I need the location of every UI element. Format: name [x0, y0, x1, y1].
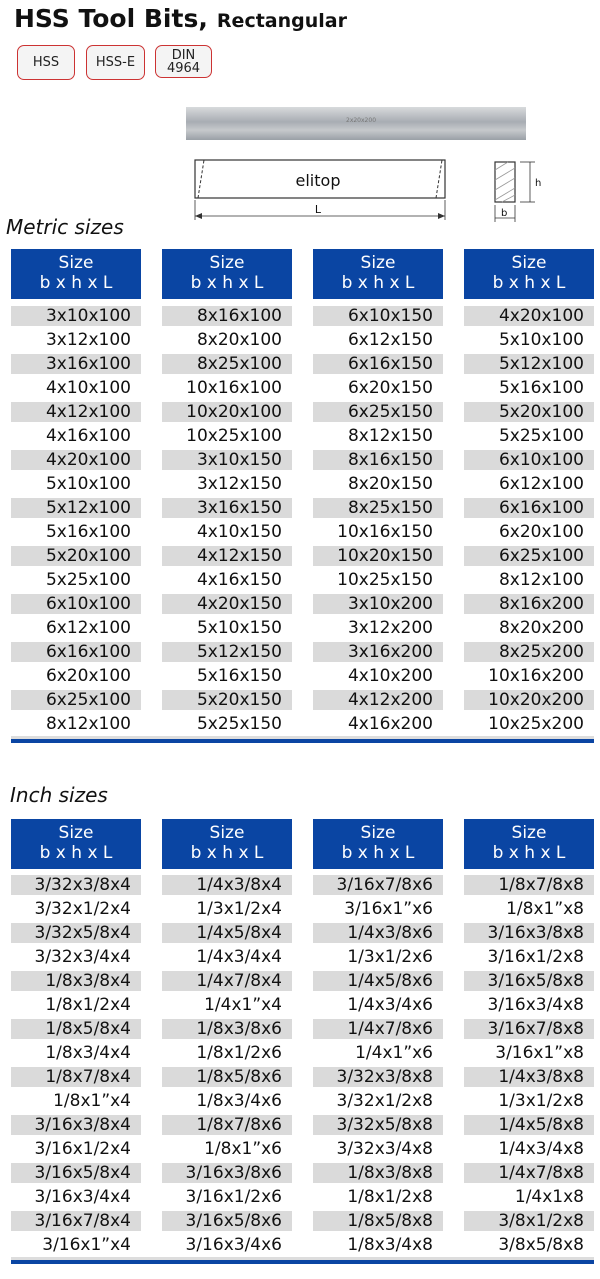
tool-bit-drawing — [190, 150, 550, 225]
size-cell: 1/4x7/8x8 — [464, 1163, 594, 1183]
size-cell: 3/32x5/8x8 — [313, 1115, 443, 1135]
size-cell: 5x16x100 — [11, 522, 141, 542]
size-cell: 3/16x1”x8 — [464, 1043, 594, 1063]
size-cell: 3x12x100 — [11, 330, 141, 350]
size-cell: 1/8x1/2x4 — [11, 995, 141, 1015]
table-row — [0, 592, 600, 616]
size-cell: 10x25x150 — [313, 570, 443, 590]
size-cell: 5x25x150 — [162, 714, 292, 734]
size-cell: 1/4x3/8x6 — [313, 923, 443, 943]
table-row — [0, 969, 600, 993]
table-row — [0, 376, 600, 400]
table-row — [0, 1065, 600, 1089]
table-row — [0, 1185, 600, 1209]
size-cell: 5x20x100 — [464, 402, 594, 422]
size-cell: 1/8x5/8x6 — [162, 1067, 292, 1087]
table-row — [0, 897, 600, 921]
size-cell: 1/4x5/8x4 — [162, 923, 292, 943]
size-cell: 3x10x100 — [11, 306, 141, 326]
size-cell: 4x12x200 — [313, 690, 443, 710]
size-cell: 6x12x100 — [11, 618, 141, 638]
header-line-dims: b x h x L — [39, 273, 113, 293]
size-cell: 8x20x100 — [162, 330, 292, 350]
size-cell: 6x25x100 — [11, 690, 141, 710]
size-cell: 5x10x100 — [11, 474, 141, 494]
height-label: h — [535, 178, 542, 189]
size-cell: 5x16x150 — [162, 666, 292, 686]
size-cell: 6x16x100 — [464, 498, 594, 518]
size-cell: 3/32x3/8x4 — [11, 875, 141, 895]
inch-heading: Inch sizes — [10, 783, 108, 807]
size-cell: 6x16x100 — [11, 642, 141, 662]
tool-bit-engraving: 2x20x200 — [346, 117, 377, 124]
header-line-dims: b x h x L — [39, 843, 113, 863]
size-cell: 3x16x100 — [11, 354, 141, 374]
size-cell: 1/4x7/8x4 — [162, 971, 292, 991]
table-row — [0, 640, 600, 664]
inch-col-header-3 — [464, 819, 594, 869]
header-line-dims: b x h x L — [190, 843, 264, 863]
size-cell: 3/16x1/2x4 — [11, 1139, 141, 1159]
size-cell: 8x25x150 — [313, 498, 443, 518]
size-cell: 10x16x200 — [464, 666, 594, 686]
table-row — [0, 945, 600, 969]
drawing-brand: elitop — [295, 171, 341, 190]
inch-col-header-1 — [162, 819, 292, 869]
size-cell: 6x12x100 — [464, 474, 594, 494]
size-cell: 3x10x150 — [162, 450, 292, 470]
inch-col-header-2 — [313, 819, 443, 869]
metric-col-header-0 — [11, 249, 141, 299]
table-row — [0, 664, 600, 688]
size-cell: 1/8x3/4x8 — [313, 1235, 443, 1255]
size-cell: 3/8x1/2x8 — [464, 1211, 594, 1231]
size-cell: 4x12x150 — [162, 546, 292, 566]
size-cell: 1/8x7/8x6 — [162, 1115, 292, 1135]
size-cell: 5x12x150 — [162, 642, 292, 662]
header-line-size: Size — [209, 823, 245, 843]
size-cell: 4x10x100 — [11, 378, 141, 398]
header-line-size: Size — [58, 823, 94, 843]
inch-col-header-0 — [11, 819, 141, 869]
size-cell: 3/32x3/8x8 — [313, 1067, 443, 1087]
size-cell: 3/16x3/4x4 — [11, 1187, 141, 1207]
size-cell: 3/32x1/2x8 — [313, 1091, 443, 1111]
size-cell: 4x10x200 — [313, 666, 443, 686]
size-cell: 10x25x100 — [162, 426, 292, 446]
table-row — [0, 1161, 600, 1185]
width-label: b — [501, 208, 508, 219]
size-cell: 1/8x7/8x4 — [11, 1067, 141, 1087]
table-row — [0, 1209, 600, 1233]
size-cell: 8x25x100 — [162, 354, 292, 374]
size-cell: 1/3x1/2x4 — [162, 899, 292, 919]
size-cell: 4x16x100 — [11, 426, 141, 446]
size-cell: 1/8x3/8x4 — [11, 971, 141, 991]
table-row — [0, 616, 600, 640]
size-cell: 1/4x5/8x8 — [464, 1115, 594, 1135]
size-cell: 4x10x150 — [162, 522, 292, 542]
size-cell: 5x25x100 — [464, 426, 594, 446]
size-cell: 8x12x150 — [313, 426, 443, 446]
size-cell: 3/32x3/4x8 — [313, 1139, 443, 1159]
size-cell: 10x20x200 — [464, 690, 594, 710]
size-cell: 3/16x3/4x8 — [464, 995, 594, 1015]
table-row — [0, 520, 600, 544]
size-cell: 1/8x1”x8 — [464, 899, 594, 919]
size-cell: 5x20x100 — [11, 546, 141, 566]
header-line-dims: b x h x L — [341, 843, 415, 863]
size-cell: 1/4x5/8x6 — [313, 971, 443, 991]
size-cell: 6x20x100 — [464, 522, 594, 542]
table-row — [0, 1113, 600, 1137]
title-sub: Rectangular — [216, 10, 347, 32]
size-cell: 1/8x3/4x4 — [11, 1043, 141, 1063]
size-cell: 1/4x1”x4 — [162, 995, 292, 1015]
table-row — [0, 472, 600, 496]
size-cell: 1/4x1”x6 — [313, 1043, 443, 1063]
header-line-dims: b x h x L — [190, 273, 264, 293]
size-cell: 6x10x100 — [11, 594, 141, 614]
size-cell: 3x16x150 — [162, 498, 292, 518]
size-cell: 1/4x3/4x4 — [162, 947, 292, 967]
size-cell: 8x16x100 — [162, 306, 292, 326]
table-row — [0, 352, 600, 376]
size-cell: 3/16x3/8x8 — [464, 923, 594, 943]
size-cell: 3/8x5/8x8 — [464, 1235, 594, 1255]
table-row — [0, 328, 600, 352]
badge-din: DIN 4964 — [155, 45, 212, 78]
size-cell: 5x25x100 — [11, 570, 141, 590]
size-cell: 6x25x150 — [313, 402, 443, 422]
table-row — [0, 1137, 600, 1161]
size-cell: 10x20x150 — [313, 546, 443, 566]
size-cell: 3/16x3/4x6 — [162, 1235, 292, 1255]
table-row — [0, 688, 600, 712]
header-line-size: Size — [209, 253, 245, 273]
size-cell: 10x25x200 — [464, 714, 594, 734]
table-row — [0, 993, 600, 1017]
size-cell: 1/4x3/8x4 — [162, 875, 292, 895]
header-line-dims: b x h x L — [492, 843, 566, 863]
table-end-rule — [11, 1260, 594, 1264]
size-cell: 1/4x3/8x8 — [464, 1067, 594, 1087]
table-row — [0, 424, 600, 448]
metric-col-header-1 — [162, 249, 292, 299]
table-row — [0, 400, 600, 424]
size-cell: 10x20x100 — [162, 402, 292, 422]
size-cell: 5x12x100 — [464, 354, 594, 374]
size-cell: 5x10x100 — [464, 330, 594, 350]
size-cell: 1/4x3/4x6 — [313, 995, 443, 1015]
size-cell: 8x12x100 — [11, 714, 141, 734]
size-cell: 8x25x200 — [464, 642, 594, 662]
size-cell: 1/8x5/8x8 — [313, 1211, 443, 1231]
size-cell: 1/4x1x8 — [464, 1187, 594, 1207]
size-cell: 3/16x5/8x6 — [162, 1211, 292, 1231]
size-cell: 3/16x7/8x8 — [464, 1019, 594, 1039]
size-cell: 6x10x150 — [313, 306, 443, 326]
size-cell: 4x20x100 — [11, 450, 141, 470]
size-cell: 8x16x150 — [313, 450, 443, 470]
size-cell: 4x20x150 — [162, 594, 292, 614]
header-line-size: Size — [360, 253, 396, 273]
table-row — [0, 873, 600, 897]
size-cell: 1/8x7/8x8 — [464, 875, 594, 895]
size-cell: 1/8x3/4x6 — [162, 1091, 292, 1111]
size-cell: 5x20x150 — [162, 690, 292, 710]
header-line-size: Size — [511, 253, 547, 273]
size-cell: 1/4x3/4x8 — [464, 1139, 594, 1159]
size-cell: 3x12x200 — [313, 618, 443, 638]
size-cell: 3/32x3/4x4 — [11, 947, 141, 967]
page-title — [14, 4, 347, 33]
size-cell: 8x12x100 — [464, 570, 594, 590]
size-cell: 3/16x1/2x8 — [464, 947, 594, 967]
table-row — [0, 544, 600, 568]
table-row — [0, 304, 600, 328]
size-cell: 3/16x1”x6 — [313, 899, 443, 919]
size-cell: 4x16x150 — [162, 570, 292, 590]
size-cell: 1/8x1/2x8 — [313, 1187, 443, 1207]
table-row — [0, 448, 600, 472]
size-cell: 1/8x3/8x6 — [162, 1019, 292, 1039]
table-row — [0, 712, 600, 736]
size-cell: 5x10x150 — [162, 618, 292, 638]
table-row — [0, 1089, 600, 1113]
size-cell: 1/4x7/8x6 — [313, 1019, 443, 1039]
header-line-dims: b x h x L — [492, 273, 566, 293]
size-cell: 3/16x3/8x4 — [11, 1115, 141, 1135]
size-cell: 3/16x1/2x6 — [162, 1187, 292, 1207]
size-cell: 8x16x200 — [464, 594, 594, 614]
tool-bit-photo — [186, 107, 526, 140]
header-line-dims: b x h x L — [341, 273, 415, 293]
table-row — [0, 1017, 600, 1041]
table-end-rule — [11, 739, 594, 743]
size-cell: 3/16x5/8x8 — [464, 971, 594, 991]
size-cell: 6x20x150 — [313, 378, 443, 398]
size-cell: 3/32x1/2x4 — [11, 899, 141, 919]
size-cell: 10x16x100 — [162, 378, 292, 398]
size-cell: 1/8x1”x6 — [162, 1139, 292, 1159]
size-cell: 3/16x7/8x4 — [11, 1211, 141, 1231]
size-cell: 1/8x5/8x4 — [11, 1019, 141, 1039]
header-line-size: Size — [511, 823, 547, 843]
size-cell: 10x16x150 — [313, 522, 443, 542]
table-row — [0, 1233, 600, 1257]
metric-col-header-3 — [464, 249, 594, 299]
size-cell: 1/3x1/2x6 — [313, 947, 443, 967]
size-cell: 3/16x1”x4 — [11, 1235, 141, 1255]
header-line-size: Size — [58, 253, 94, 273]
size-cell: 1/8x1/2x6 — [162, 1043, 292, 1063]
size-cell: 3/16x5/8x4 — [11, 1163, 141, 1183]
metric-heading: Metric sizes — [6, 215, 124, 239]
table-row — [0, 496, 600, 520]
badge-hss: HSS — [17, 45, 75, 80]
table-row — [0, 1041, 600, 1065]
size-cell: 8x20x150 — [313, 474, 443, 494]
badge-hss-e: HSS-E — [86, 45, 145, 80]
size-cell: 6x10x100 — [464, 450, 594, 470]
size-cell: 6x20x100 — [11, 666, 141, 686]
title-main: HSS Tool Bits, — [14, 4, 208, 33]
size-cell: 3x10x200 — [313, 594, 443, 614]
table-row — [0, 921, 600, 945]
size-cell: 5x16x100 — [464, 378, 594, 398]
size-cell: 5x12x100 — [11, 498, 141, 518]
table-row — [0, 568, 600, 592]
size-cell: 4x16x200 — [313, 714, 443, 734]
size-cell: 6x12x150 — [313, 330, 443, 350]
size-cell: 6x25x100 — [464, 546, 594, 566]
size-cell: 3x16x200 — [313, 642, 443, 662]
header-line-size: Size — [360, 823, 396, 843]
size-cell: 8x20x200 — [464, 618, 594, 638]
metric-col-header-2 — [313, 249, 443, 299]
length-label: L — [314, 203, 322, 216]
size-cell: 1/3x1/2x8 — [464, 1091, 594, 1111]
size-cell: 3/16x7/8x6 — [313, 875, 443, 895]
size-cell: 1/8x1”x4 — [11, 1091, 141, 1111]
size-cell: 3/16x3/8x6 — [162, 1163, 292, 1183]
size-cell: 1/8x3/8x8 — [313, 1163, 443, 1183]
size-cell: 4x20x100 — [464, 306, 594, 326]
size-cell: 3x12x150 — [162, 474, 292, 494]
size-cell: 4x12x100 — [11, 402, 141, 422]
size-cell: 3/32x5/8x4 — [11, 923, 141, 943]
size-cell: 6x16x150 — [313, 354, 443, 374]
